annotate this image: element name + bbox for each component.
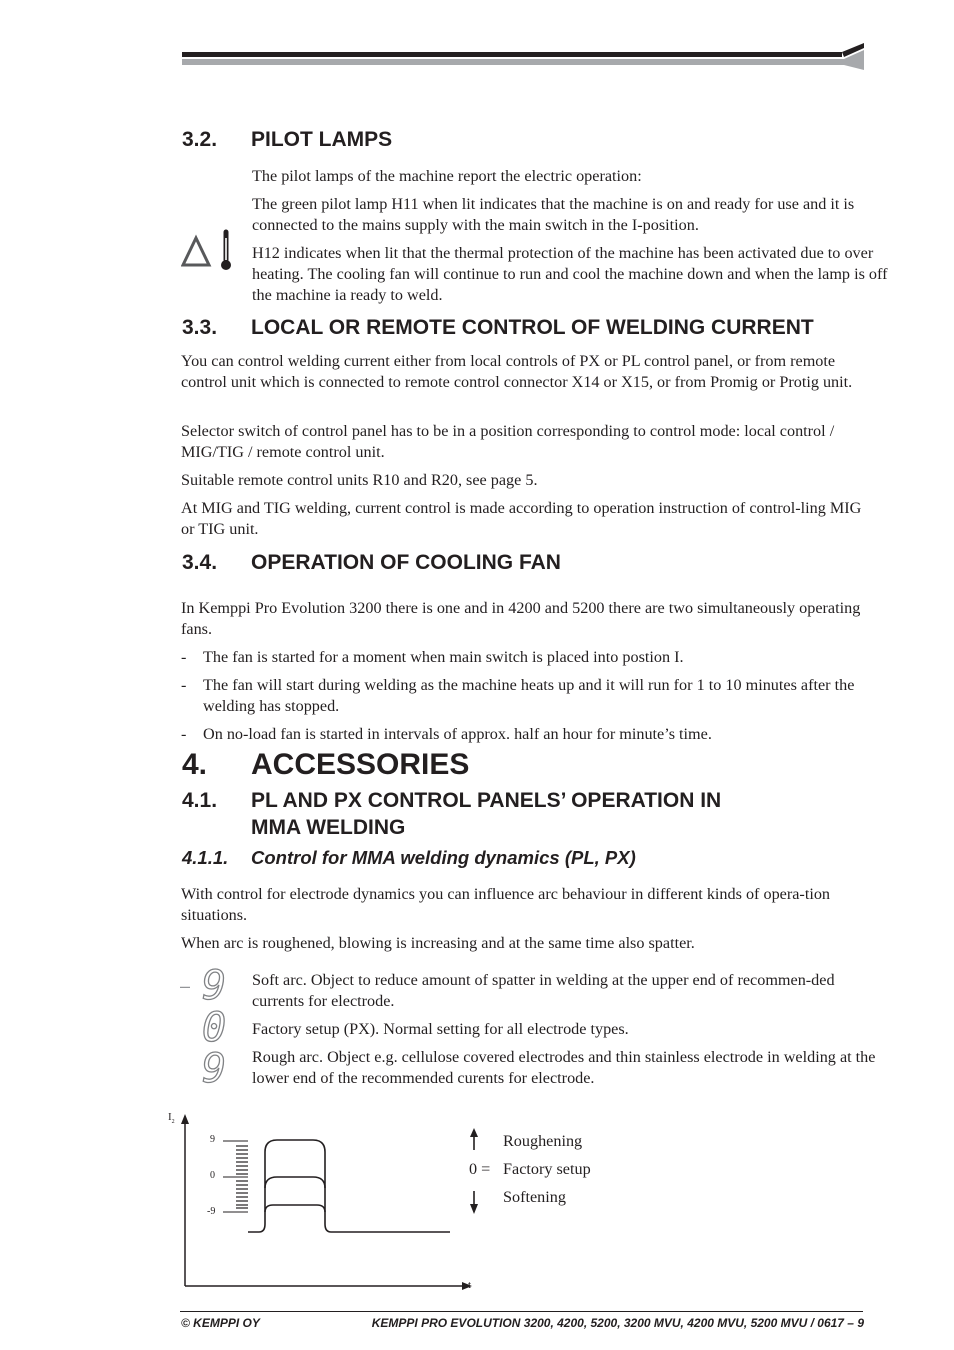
paragraph: With control for electrode dynamics you can influence arc behaviour in different kinds of opera-tion situations. <box>181 885 831 924</box>
display-digit: 9 <box>202 1046 227 1092</box>
dynamics-diagram <box>160 1108 480 1298</box>
paragraph: H12 indicates when lit that the thermal protection of the machine has been activated due to over heating. The cooling fan will continue to run and cool the machine down and when the lamp is off the machine ia ready to weld. <box>252 244 888 304</box>
arrow-down-icon <box>467 1190 481 1216</box>
tick-label: 9 <box>210 1134 215 1145</box>
list-item-text: On no-load fan is started in intervals of approx. half an hour for minute’s time. <box>203 725 712 743</box>
section-heading-4-1 <box>182 789 882 843</box>
display-sign: – <box>180 976 191 996</box>
footer-rule <box>180 1311 863 1312</box>
paragraph: At MIG and TIG welding, current control is made according to operation instruction of control-ling MIG or TIG unit. <box>181 499 862 538</box>
paragraph: The pilot lamps of the machine report the electric operation: <box>252 167 642 185</box>
y-axis-label: $I_2$ <box>168 1111 175 1126</box>
x-axis-label: t <box>468 1279 472 1291</box>
section-heading-3-3 <box>182 316 882 342</box>
display-digit: 9 <box>202 963 227 1009</box>
legend-softening: Softening <box>503 1188 566 1206</box>
chapter-heading-4 <box>182 748 882 784</box>
diagram-graphic <box>160 1108 480 1298</box>
warning-thermometer-icon <box>181 228 237 276</box>
section-number: 3.2. <box>182 128 218 151</box>
list-item-text: The fan will start during welding as the machine heats up and it will run for 1 to 10 minutes after the welding has stopped. <box>203 676 855 715</box>
paragraph: You can control welding current either from local controls of PX or PL control panel, or from remote control unit which is connected to remote control connector X14 or X15, or from Promig or Protig unit. <box>181 352 853 391</box>
paragraph: Suitable remote control units R10 and R20, see page 5. <box>181 471 538 489</box>
subsection-number: 4.1.1. <box>182 847 229 868</box>
display-digit: 0 <box>202 1005 227 1051</box>
section-title-line1: PL AND PX CONTROL PANELS’ OPERATION IN <box>251 789 722 812</box>
section-title-line2: MMA WELDING <box>251 816 406 839</box>
section-title: OPERATION OF COOLING FAN <box>251 551 561 574</box>
list-dash: - <box>181 648 187 666</box>
list-dash: - <box>181 676 187 694</box>
section-number: 3.3. <box>182 316 218 339</box>
tick-label: -9 <box>207 1206 216 1217</box>
section-number: 4.1. <box>182 789 218 812</box>
list-dash: - <box>181 725 187 743</box>
setting-description: Factory setup (PX). Normal setting for all electrode types. <box>252 1020 629 1038</box>
list-item-text: The fan is started for a moment when main switch is placed into postion I. <box>203 648 684 666</box>
display-rough-arc <box>180 1046 252 1093</box>
header-bar <box>180 40 866 74</box>
legend-factory-setup: Factory setup <box>503 1160 591 1178</box>
chapter-number: 4. <box>182 748 208 781</box>
section-heading-3-2 <box>182 128 882 154</box>
paragraph: The green pilot lamp H11 when lit indicates that the machine is on and ready for use and it is connected to the mains supply with the main switch in the I-position. <box>252 195 855 234</box>
setting-description: Soft arc. Object to reduce amount of spatter in welding at the upper end of recommen-ded currents for electrode. <box>252 971 835 1010</box>
section-title: LOCAL OR REMOTE CONTROL OF WELDING CURRENT <box>251 316 814 339</box>
list-item <box>181 724 876 745</box>
footer-title-page: KEMPPI PRO EVOLUTION 3200, 4200, 5200, 3200 MVU, 4200 MVU, 5200 MVU / 0617 – 9 <box>371 1316 864 1330</box>
setting-description: Rough arc. Object e.g. cellulose covered electrodes and thin stainless electrode in welding at the lower end of the recommended curents for electrode. <box>252 1048 876 1087</box>
paragraph: In Kemppi Pro Evolution 3200 there is one and in 4200 and 5200 there are two simultaneously operating fans. <box>181 599 861 638</box>
section-title: PILOT LAMPS <box>251 128 393 151</box>
subsection-title: Control for MMA welding dynamics (PL, PX) <box>251 847 636 868</box>
list-item <box>181 675 876 717</box>
list-item <box>181 647 876 668</box>
section-number: 3.4. <box>182 551 218 574</box>
paragraph: Selector switch of control panel has to be in a position corresponding to control mode: local control / MIG/TIG / remote control unit. <box>181 422 835 461</box>
footer-copyright: © KEMPPI OY <box>181 1316 260 1330</box>
arrow-up-icon <box>467 1127 481 1151</box>
legend-roughening: Roughening <box>503 1132 583 1150</box>
subsection-heading-4-1-1 <box>182 847 882 871</box>
section-heading-3-4 <box>182 551 882 577</box>
paragraph: When arc is roughened, blowing is increasing and at the same time also spatter. <box>181 934 695 952</box>
chapter-title: ACCESSORIES <box>251 748 470 781</box>
tick-label: 0 <box>210 1170 215 1181</box>
display-soft-arc <box>180 963 252 1010</box>
legend-zero-prefix: 0 = <box>469 1160 491 1178</box>
